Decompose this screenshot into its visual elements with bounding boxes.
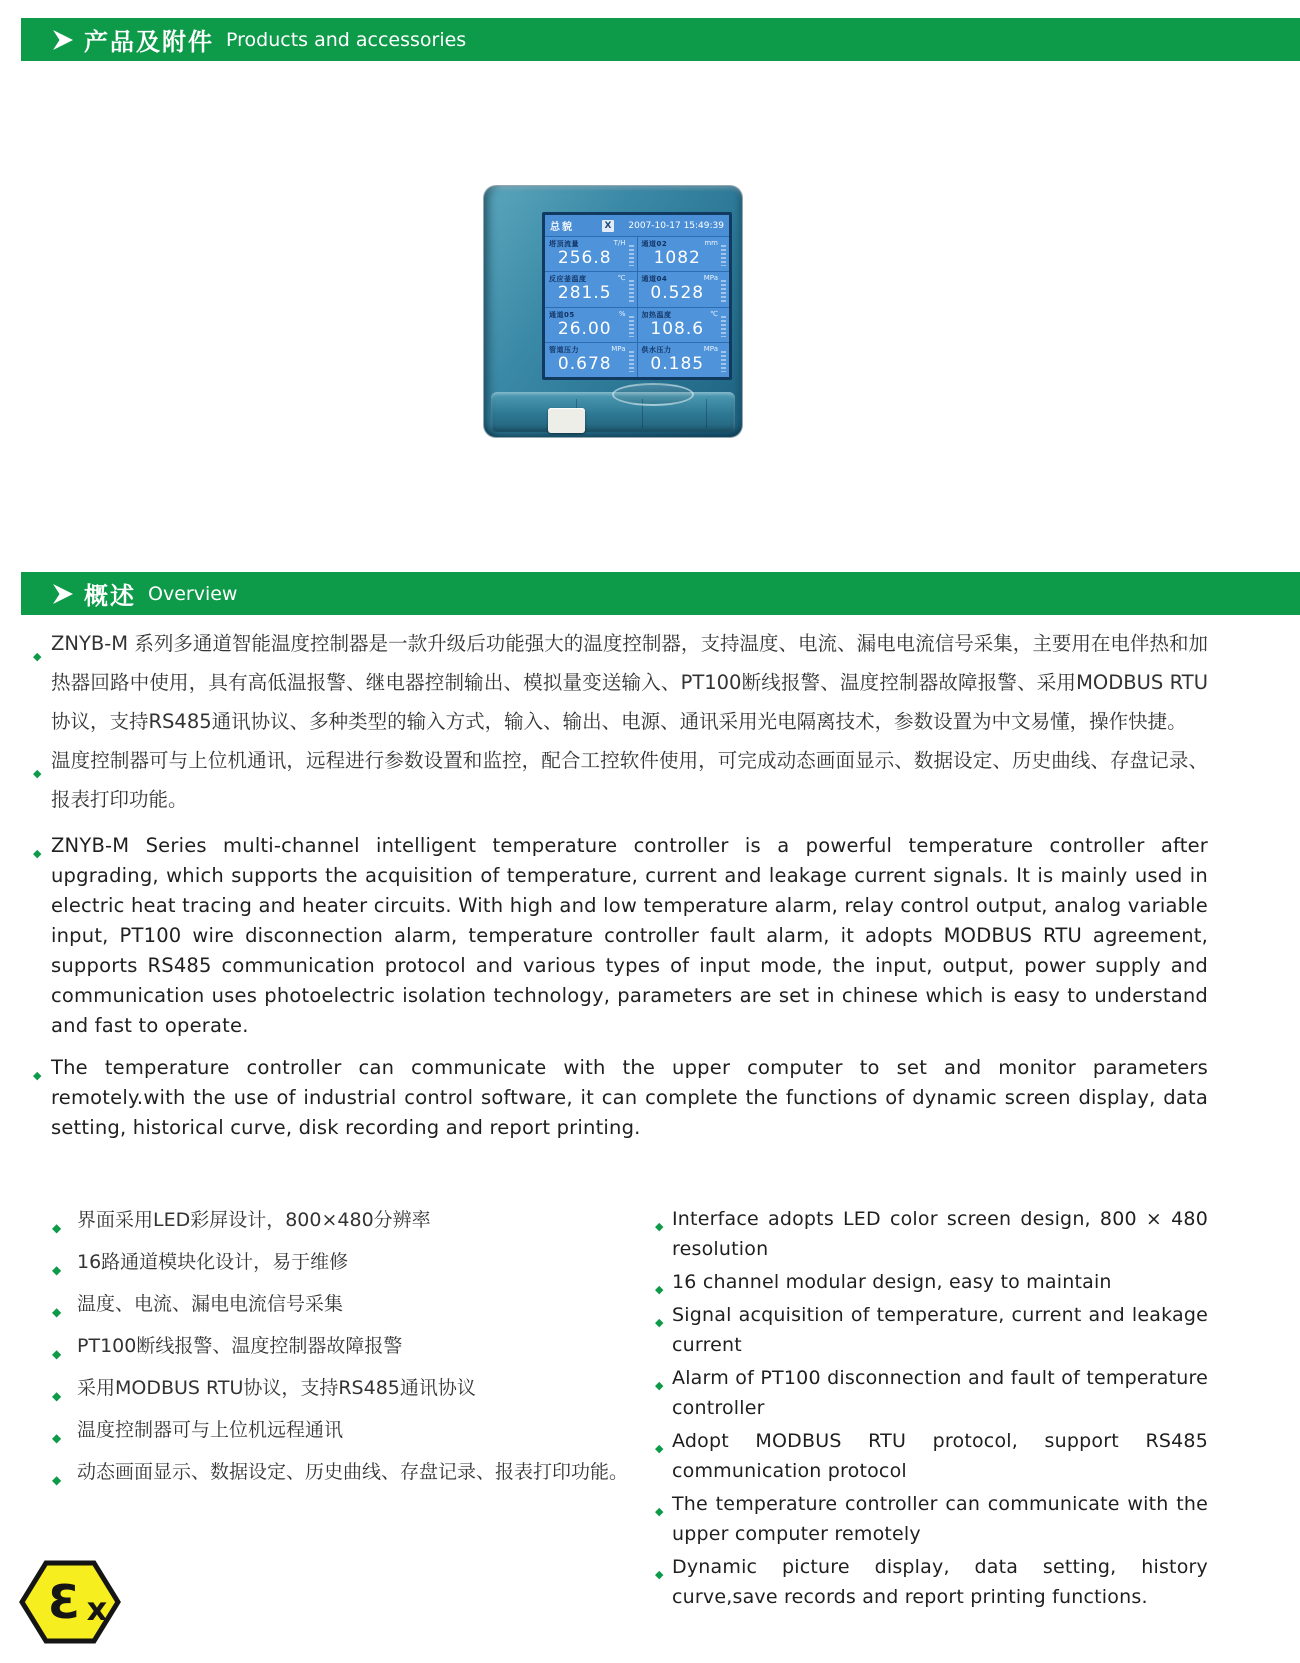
bullet-diamond-icon: ◆ <box>52 1221 62 1235</box>
channel-label: 管道压力 <box>549 345 579 354</box>
feature-item-en <box>655 1552 1208 1612</box>
bullet-diamond-icon: ◆ <box>52 1263 62 1277</box>
bullet-diamond-icon: ◆ <box>52 1347 62 1361</box>
overview-text: 温度控制器可与上位机通讯，远程进行参数设置和监控，配合工控软件使用，可完成动态画面显示、数据设定、历史曲线、存盘记录、报表打印功能。 <box>51 749 1208 811</box>
feature-text: PT100断线报警、温度控制器故障报警 <box>77 1335 403 1357</box>
section-header-overview <box>21 572 1300 615</box>
device-lcd-screen <box>542 212 732 380</box>
feature-text: 采用MODBUS RTU协议，支持RS485通讯协议 <box>77 1377 476 1399</box>
device-button <box>548 408 585 433</box>
channel-value: 0.678 <box>557 353 612 374</box>
feature-text: Adopt MODBUS RTU protocol, support RS485 communication protocol <box>672 1430 1208 1482</box>
feature-text: 温度控制器可与上位机远程通讯 <box>77 1419 344 1441</box>
channel-label: 通道05 <box>549 310 575 319</box>
section-header-products <box>21 18 1300 61</box>
overview-bullet-en <box>33 831 1208 1041</box>
section-title-zh: 概述 <box>84 582 136 610</box>
channel-bar-indicator <box>629 245 634 266</box>
feature-item-zh <box>52 1374 614 1403</box>
channel-value: 1082 <box>653 248 701 269</box>
feature-text: Signal acquisition of temperature, current and leakage current <box>672 1304 1208 1356</box>
feature-text: Alarm of PT100 disconnection and fault of temperature controller <box>672 1367 1208 1419</box>
feature-item-en <box>655 1204 1208 1264</box>
feature-text: Dynamic picture display, data setting, history curve,save records and report printing functions. <box>672 1556 1208 1608</box>
channel-unit: % <box>618 309 626 318</box>
bullet-diamond-icon: ◆ <box>655 1505 664 1518</box>
channel-bar-indicator <box>721 245 726 266</box>
channel-label: 供水压力 <box>641 345 672 354</box>
overview-text: The temperature controller can communicate with the upper computer to set and monitor parameters remotely.with the use of industrial control software, it can complete the functions of dynamic screen display, data setting, historical curve, disk recording and report printing. <box>51 1056 1208 1139</box>
overview-text: ZNYB-M Series multi-channel intelligent temperature controller is a powerful temperature controller after upgrading, which supports the acquisition of temperature, current and leakage current signals. It is mainly used in electric heat tracing and heater circuits. With high and low temperature alarm, relay control output, analog variable input, PT100 wire disconnection alarm, temperature controller fault alarm, it adopts MODBUS RTU agreement, supports RS485 communication protocol and various types of input mode, the input, output, power supply and communication uses photoelectric isolation technology, parameters are set in chinese which is easy to understand and fast to operate. <box>51 834 1208 1037</box>
channel-bar-indicator <box>629 351 634 372</box>
channel-cell <box>545 308 637 342</box>
feature-item-en <box>655 1489 1208 1549</box>
channel-cell <box>545 237 637 271</box>
channel-bar-indicator <box>629 280 634 301</box>
channel-value: 26.00 <box>557 318 612 339</box>
bullet-diamond-icon: ◆ <box>33 847 42 860</box>
bullet-diamond-icon: ◆ <box>655 1220 664 1233</box>
section-title-en: Products and accessories <box>226 28 467 51</box>
feature-item-en <box>655 1267 1208 1297</box>
arrow-right-icon <box>51 28 75 52</box>
channel-unit: T/H <box>613 239 626 247</box>
feature-item-zh <box>52 1332 614 1361</box>
feature-item-zh <box>52 1458 629 1487</box>
channel-unit: MPa <box>703 274 718 283</box>
channel-value: 256.8 <box>557 248 612 269</box>
feature-text: 界面采用LED彩屏设计，800×480分辨率 <box>77 1209 431 1231</box>
channel-label: 通道04 <box>641 275 668 284</box>
channel-unit: ℃ <box>710 309 718 318</box>
bullet-diamond-icon: ◆ <box>52 1431 62 1445</box>
bullet-diamond-icon: ◆ <box>52 1473 62 1487</box>
panel-seam <box>706 399 707 428</box>
screen-title: 总貌 <box>550 222 574 233</box>
screen-timestamp: 2007-10-17 15:49:39 <box>628 220 724 231</box>
section-title-en: Overview <box>148 582 238 605</box>
bullet-diamond-icon: ◆ <box>655 1283 664 1296</box>
channel-unit: mm <box>704 239 718 247</box>
bullet-diamond-icon: ◆ <box>33 1069 42 1082</box>
channel-value: 108.6 <box>650 318 705 339</box>
arrow-right-icon <box>51 582 75 606</box>
screen-header <box>545 215 729 236</box>
channel-bar-indicator <box>721 280 726 301</box>
feature-item-en <box>655 1300 1208 1360</box>
bullet-diamond-icon: ◆ <box>33 650 42 663</box>
temperature-controller-image <box>484 186 742 437</box>
bullet-diamond-icon: ◆ <box>52 1389 62 1403</box>
bullet-diamond-icon: ◆ <box>655 1316 664 1329</box>
channel-cell <box>545 343 637 377</box>
ex-logo-epsilon: Ɛ <box>48 1575 81 1629</box>
bullet-diamond-icon: ◆ <box>655 1379 664 1392</box>
overview-bullet-zh <box>33 624 1208 741</box>
feature-text: 动态画面显示、数据设定、历史曲线、存盘记录、报表打印功能。 <box>77 1461 629 1483</box>
channel-bar-indicator <box>721 351 726 372</box>
feature-item-zh <box>52 1248 614 1277</box>
channel-value: 281.5 <box>557 283 612 304</box>
bullet-diamond-icon: ◆ <box>655 1568 664 1581</box>
feature-text: 温度、电流、漏电电流信号采集 <box>77 1293 344 1315</box>
channel-value: 0.528 <box>650 283 705 304</box>
feature-text: Interface adopts LED color screen design, 800 × 480 resolution <box>672 1208 1208 1260</box>
feature-text: 16 channel modular design, easy to maintain <box>672 1271 1112 1293</box>
channel-cell <box>638 272 730 306</box>
channel-label: 加热温度 <box>641 310 672 319</box>
channel-label: 通道02 <box>641 240 668 248</box>
close-icon: X <box>602 220 614 232</box>
section-title-zh: 产品及附件 <box>84 28 214 56</box>
channel-label: 反应釜温度 <box>549 275 587 284</box>
channel-cell <box>638 308 730 342</box>
channel-cell <box>638 343 730 377</box>
overview-bullet-zh <box>33 741 1208 819</box>
overview-bullet-en <box>33 1053 1208 1143</box>
feature-item-zh <box>52 1206 614 1235</box>
channel-bar-indicator <box>721 316 726 337</box>
channel-cell <box>638 237 730 271</box>
feature-list-en <box>655 1204 1208 1615</box>
feature-list-zh <box>52 1206 629 1500</box>
feature-text: The temperature controller can communicate with the upper computer remotely <box>672 1493 1208 1545</box>
channel-unit: MPa <box>611 344 626 353</box>
bullet-diamond-icon: ◆ <box>52 1305 62 1319</box>
bullet-diamond-icon: ◆ <box>33 767 42 780</box>
feature-item-en <box>655 1363 1208 1423</box>
device-handle <box>612 383 694 406</box>
overview-paragraphs <box>33 624 1208 1143</box>
ex-certification-logo <box>18 1556 122 1648</box>
feature-text: 16路通道模块化设计，易于维修 <box>77 1251 349 1273</box>
ex-logo-x: x <box>86 1590 108 1628</box>
channel-cell <box>545 272 637 306</box>
channel-bar-indicator <box>629 316 634 337</box>
bullet-diamond-icon: ◆ <box>655 1442 664 1455</box>
channel-label: 塔顶流量 <box>549 240 579 248</box>
overview-text: ZNYB-M 系列多通道智能温度控制器是一款升级后功能强大的温度控制器，支持温度、电流、漏电电流信号采集，主要用在电伴热和加热器回路中使用，具有高低温报警、继电器控制输出、模拟量变送输入、PT100断线报警、温度控制器故障报警、采用MODBUS RTU协议，支持RS485通讯协议、多种类型的输入方式，输入、输出、电源、通讯采用光电隔离技术，参数设置为中文易懂，操作快捷。 <box>51 632 1208 733</box>
feature-item-en <box>655 1426 1208 1486</box>
feature-item-zh <box>52 1416 614 1445</box>
feature-item-zh <box>52 1290 614 1319</box>
channel-unit: MPa <box>703 344 718 353</box>
channel-grid <box>545 236 729 377</box>
channel-unit: ℃ <box>617 274 626 283</box>
channel-value: 0.185 <box>650 353 705 374</box>
